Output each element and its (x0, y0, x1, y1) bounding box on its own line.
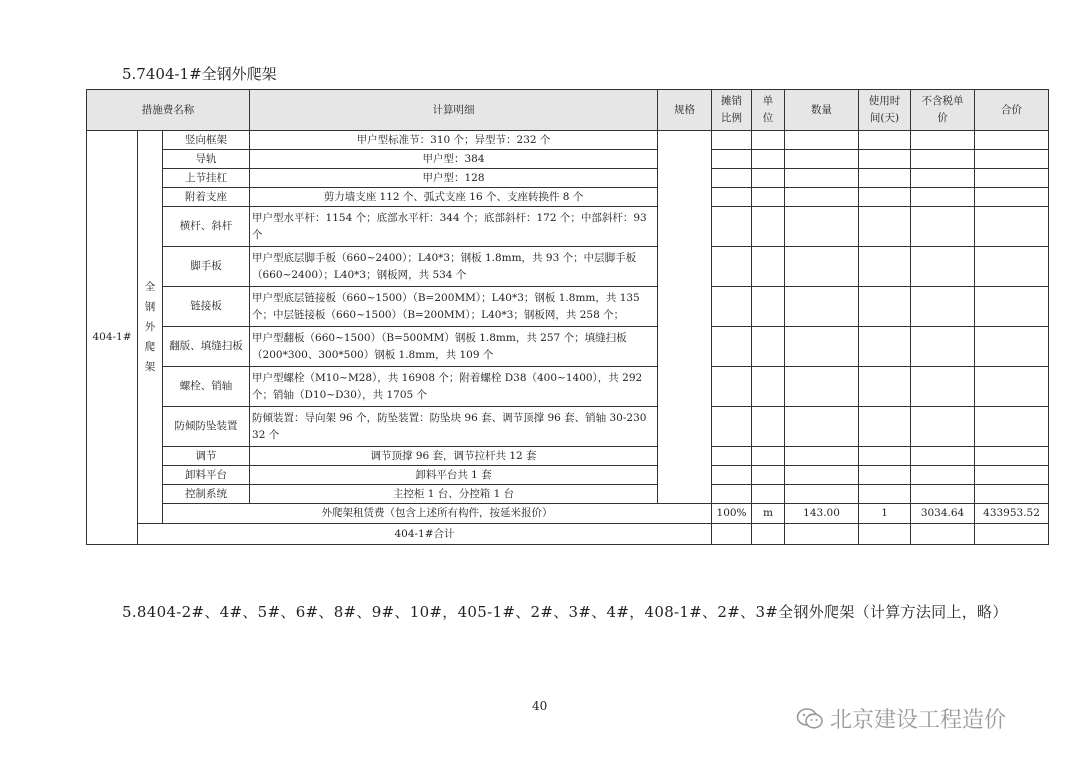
empty-cell (785, 485, 859, 504)
empty-cell (975, 188, 1049, 207)
spec-cell (658, 131, 712, 504)
header-ratio (712, 90, 752, 131)
empty-cell (712, 447, 752, 466)
empty-cell (859, 447, 911, 466)
empty-cell (975, 466, 1049, 485)
empty-cell (859, 367, 911, 407)
empty-cell (752, 188, 785, 207)
header-spec: 规格 (658, 90, 712, 131)
item-detail-cell: 甲户型底层脚手板（660~2400）；L40*3；钢板 1.8mm，共 93 个；中层脚手板（660~2400）；L40*3；钢板网，共 534 个 (250, 247, 658, 287)
header-ratio-l1: 摊销 (721, 95, 743, 107)
empty-cell (975, 485, 1049, 504)
empty-cell (975, 287, 1049, 327)
empty-cell (785, 466, 859, 485)
table-row (87, 131, 1049, 150)
category-char: 架 (144, 361, 156, 373)
empty-cell (712, 367, 752, 407)
table-row (87, 485, 1049, 504)
rental-unit: m (752, 504, 785, 524)
item-detail-cell: 甲户型标准节：310 个；异型节：232 个 (250, 131, 658, 150)
table-header-row (87, 90, 1049, 131)
item-detail-cell: 甲户型翻板（660~1500）（B=500MM）钢板 1.8mm，共 257 个；填缝扫板（200*300、300*500）钢板 1.8mm，共 109 个 (250, 327, 658, 367)
empty-cell (785, 367, 859, 407)
empty-cell (712, 131, 752, 150)
page-number: 40 (532, 699, 548, 713)
empty-cell (975, 207, 1049, 247)
rental-time: 1 (859, 504, 911, 524)
empty-cell (975, 327, 1049, 367)
empty-cell (859, 150, 911, 169)
empty-cell (859, 247, 911, 287)
header-time (859, 90, 911, 131)
item-name-cell: 卸料平台 (163, 466, 250, 485)
empty-cell (752, 407, 785, 447)
rental-label: 外爬架租赁费（包含上述所有构件，按延米报价） (163, 504, 712, 524)
table-row (87, 247, 1049, 287)
empty-cell (859, 207, 911, 247)
empty-cell (859, 407, 911, 447)
empty-cell (975, 150, 1049, 169)
category-char: 全 (144, 281, 156, 293)
empty-cell (975, 367, 1049, 407)
empty-cell (785, 169, 859, 188)
empty-cell (911, 466, 975, 485)
subtotal-row (87, 524, 1049, 545)
rental-row (87, 504, 1049, 524)
empty-cell (859, 287, 911, 327)
rental-price: 3034.64 (911, 504, 975, 524)
empty-cell (911, 150, 975, 169)
rental-qty: 143.00 (785, 504, 859, 524)
item-detail-cell: 防倾装置：导向架 96 个，防坠装置：防坠块 96 套、调节顶撑 96 套、销轴 30-230 32 个 (250, 407, 658, 447)
item-name-cell: 螺栓、销轴 (163, 367, 250, 407)
empty-cell (712, 207, 752, 247)
header-price (911, 90, 975, 131)
category-char: 外 (144, 321, 156, 333)
empty-cell (911, 287, 975, 327)
empty-cell (785, 407, 859, 447)
empty-cell (712, 407, 752, 447)
rental-total: 433953.52 (975, 504, 1049, 524)
table-row (87, 466, 1049, 485)
empty-cell (785, 150, 859, 169)
section-title: 5.7404-1#全钢外爬架 (122, 65, 277, 83)
watermark (796, 703, 1006, 734)
empty-cell (752, 207, 785, 247)
item-name-cell: 翻版、填缝扫板 (163, 327, 250, 367)
empty-cell (859, 327, 911, 367)
category-char: 爬 (144, 341, 156, 353)
header-unit-l1: 单 (762, 95, 774, 107)
table-row (87, 169, 1049, 188)
table-row (87, 447, 1049, 466)
category-char: 钢 (144, 301, 156, 313)
empty-cell (752, 485, 785, 504)
empty-cell (911, 367, 975, 407)
item-detail-cell: 甲户型水平杆：1154 个；底部水平杆：344 个；底部斜杆：172 个；中部斜杆：93 个 (250, 207, 658, 247)
empty-cell (859, 485, 911, 504)
table-row (87, 327, 1049, 367)
rental-ratio: 100% (712, 504, 752, 524)
empty-cell (752, 447, 785, 466)
empty-cell (911, 131, 975, 150)
item-name-cell: 调节 (163, 447, 250, 466)
item-name-cell: 上节挂杠 (163, 169, 250, 188)
item-name-cell: 控制系统 (163, 485, 250, 504)
empty-cell (859, 188, 911, 207)
empty-cell (911, 188, 975, 207)
header-ratio-l2: 比例 (721, 112, 743, 124)
item-name-cell: 竖向框架 (163, 131, 250, 150)
item-name-cell: 导轨 (163, 150, 250, 169)
empty-cell (785, 287, 859, 327)
empty-cell (752, 169, 785, 188)
wechat-icon (796, 707, 824, 731)
empty-cell (785, 207, 859, 247)
empty-cell (911, 485, 975, 504)
empty-cell (752, 131, 785, 150)
item-detail-cell: 卸料平台共 1 套 (250, 466, 658, 485)
empty-cell (785, 327, 859, 367)
item-detail-cell: 甲户型：384 (250, 150, 658, 169)
item-detail-cell: 主控柜 1 台、分控箱 1 台 (250, 485, 658, 504)
item-name-cell: 链接板 (163, 287, 250, 327)
empty-cell (712, 287, 752, 327)
table-row (87, 150, 1049, 169)
empty-cell (752, 150, 785, 169)
subtotal-label: 404-1#合计 (138, 524, 712, 545)
empty-cell (911, 524, 975, 545)
empty-cell (911, 207, 975, 247)
empty-cell (975, 447, 1049, 466)
header-time-l1: 使用时 (868, 95, 901, 107)
empty-cell (911, 247, 975, 287)
empty-cell (712, 188, 752, 207)
empty-cell (911, 169, 975, 188)
empty-cell (859, 466, 911, 485)
item-detail-cell: 剪力墙支座 112 个、弧式支座 16 个、支座转换件 8 个 (250, 188, 658, 207)
watermark-text: 北京建设工程造价 (830, 708, 1007, 733)
empty-cell (975, 131, 1049, 150)
header-time-l2: 间(天) (869, 112, 900, 124)
empty-cell (752, 367, 785, 407)
empty-cell (975, 524, 1049, 545)
empty-cell (859, 524, 911, 545)
item-detail-cell: 甲户型螺栓（M10~M28），共 16908 个；附着螺栓 D38（400~1400），共 292 个；销轴（D10~D30），共 1705 个 (250, 367, 658, 407)
item-name-cell: 脚手板 (163, 247, 250, 287)
item-detail-cell: 甲户型底层链接板（660~1500）（B=200MM）；L40*3；钢板 1.8mm，共 135 个；中层链接板（660~1500）（B=200MM）；L40*3；钢板网，共 258 个； (250, 287, 658, 327)
empty-cell (712, 169, 752, 188)
header-price-l2: 价 (937, 112, 948, 124)
empty-cell (859, 169, 911, 188)
empty-cell (712, 466, 752, 485)
empty-cell (752, 466, 785, 485)
header-total: 合价 (975, 90, 1049, 131)
header-price-l1: 不含税单 (921, 95, 964, 107)
next-section-title: 5.8404-2#、4#、5#、6#、8#、9#、10#，405-1#、2#、3#、4#，408-1#、2#、3#全钢外爬架（计算方法同上，略） (122, 603, 1008, 621)
empty-cell (752, 247, 785, 287)
empty-cell (785, 131, 859, 150)
empty-cell (785, 524, 859, 545)
empty-cell (859, 131, 911, 150)
header-unit (752, 90, 785, 131)
empty-cell (752, 327, 785, 367)
empty-cell (911, 327, 975, 367)
empty-cell (712, 327, 752, 367)
table-row (87, 207, 1049, 247)
item-detail-cell: 甲户型：128 (250, 169, 658, 188)
table-row (87, 367, 1049, 407)
empty-cell (712, 524, 752, 545)
empty-cell (975, 247, 1049, 287)
empty-cell (975, 169, 1049, 188)
empty-cell (911, 407, 975, 447)
table-row (87, 188, 1049, 207)
header-detail: 计算明细 (250, 90, 658, 131)
empty-cell (712, 485, 752, 504)
table-row (87, 407, 1049, 447)
header-name: 措施费名称 (87, 90, 250, 131)
empty-cell (785, 188, 859, 207)
cost-table (86, 89, 1049, 545)
item-name-cell: 横杆、斜杆 (163, 207, 250, 247)
group-label-cell: 404-1# (87, 131, 138, 545)
empty-cell (712, 247, 752, 287)
item-name-cell: 防倾防坠装置 (163, 407, 250, 447)
empty-cell (975, 407, 1049, 447)
empty-cell (911, 447, 975, 466)
category-cell (138, 131, 163, 524)
table-row (87, 287, 1049, 327)
header-unit-l2: 位 (762, 112, 774, 124)
empty-cell (752, 524, 785, 545)
item-detail-cell: 调节顶撑 96 套，调节拉杆共 12 套 (250, 447, 658, 466)
empty-cell (785, 447, 859, 466)
empty-cell (712, 150, 752, 169)
header-qty: 数量 (785, 90, 859, 131)
empty-cell (785, 247, 859, 287)
item-name-cell: 附着支座 (163, 188, 250, 207)
empty-cell (752, 287, 785, 327)
